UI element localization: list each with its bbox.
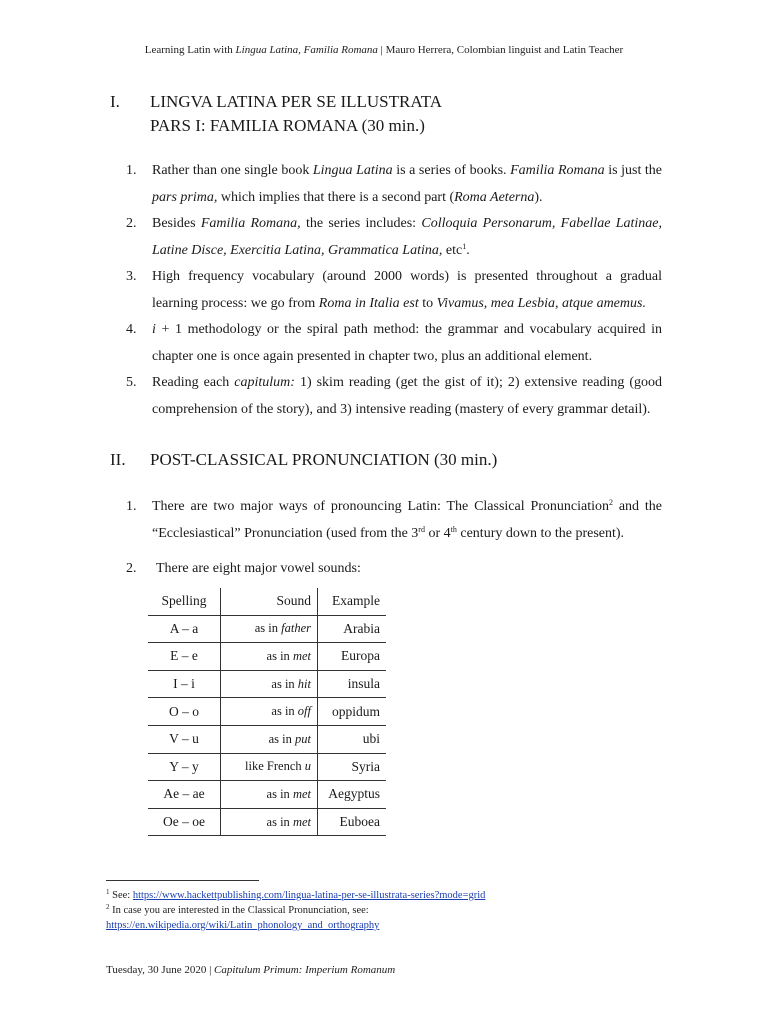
sound-prefix: as in	[271, 704, 298, 719]
sound-word: u	[304, 759, 311, 774]
item-text: is just the	[604, 163, 663, 178]
footnote-ref: 1	[462, 241, 467, 251]
cell-spelling: Ae – ae	[148, 781, 221, 809]
section-1-number: I.	[110, 92, 120, 111]
footer-chapter: Capitulum Primum: Imperium Romanum	[214, 964, 396, 976]
item-italic: Familia Romana	[510, 163, 605, 178]
section-2-heading	[110, 448, 497, 472]
section-1-heading	[110, 90, 442, 138]
header-prefix: Learning Latin with	[144, 44, 236, 56]
item-text: + 1 methodology or the spiral path method: the grammar and vocabulary acquired in chapter one is once again presented in chapter two, plus an additional element.	[152, 322, 662, 364]
item-text: Besides	[152, 216, 201, 231]
cell-example: Arabia	[318, 615, 387, 643]
item-number: 2.	[126, 561, 137, 576]
item-text: the series includes:	[300, 216, 422, 231]
list-item	[126, 211, 662, 264]
column-header-sound: Sound	[221, 588, 318, 615]
section-2-list	[126, 494, 662, 547]
item-italic: Vivamus, mea Lesbia, atque amemus.	[436, 295, 646, 311]
footnote-text: In case you are interested in the Classical Pronunciation, see:	[109, 905, 369, 916]
item-number: 4.	[126, 322, 137, 337]
vowel-table	[148, 588, 386, 836]
item-italic: capitulum:	[234, 375, 295, 390]
cell-spelling: V – u	[148, 725, 221, 753]
footnote-mark: 1	[106, 888, 110, 896]
table-row	[148, 670, 386, 698]
item-text: ).	[534, 189, 543, 205]
column-header-example: Example	[332, 593, 380, 609]
footnote-text: See:	[109, 890, 133, 901]
item-italic: Colloquia Personarum, Fabellae Latinae, Latine Disce, Exercitia Latina, Grammatica Latina,	[152, 216, 663, 258]
table-row	[148, 781, 386, 809]
sound-prefix: as in	[266, 814, 293, 829]
footnote-2-link[interactable]: https://en.wikipedia.org/wiki/Latin_phonology_and_orthography	[106, 920, 380, 931]
item-italic: Familia Romana,	[200, 216, 301, 231]
item-text: etc	[442, 242, 463, 258]
footnotes	[106, 888, 485, 933]
item-text: is a series of books.	[392, 163, 511, 178]
sound-prefix: as in	[266, 786, 293, 801]
sound-word: father	[281, 621, 311, 636]
item-number: 2.	[126, 216, 137, 231]
cell-sound	[221, 808, 318, 836]
item-italic: i	[152, 322, 156, 337]
cell-spelling: I – i	[148, 670, 221, 698]
cell-sound	[221, 698, 318, 726]
cell-sound	[221, 725, 318, 753]
item-italic: Roma Aeterna	[454, 189, 535, 205]
item-text: to	[418, 295, 437, 311]
table-row	[148, 615, 386, 643]
list-item	[126, 370, 662, 423]
sound-word: met	[292, 814, 311, 829]
list-item	[126, 264, 662, 317]
cell-spelling: Y – y	[148, 753, 221, 781]
cell-example: oppidum	[318, 698, 387, 726]
item-text: There are eight major vowel sounds:	[156, 561, 361, 576]
section-2-title: POST-CLASSICAL PRONUNCIATION (30 min.)	[150, 450, 498, 469]
item-text: .	[466, 242, 470, 258]
item-text: and the “Ecclesiastical” Pronunciation (used from the 3	[152, 499, 662, 541]
ordinal-suffix: rd	[418, 524, 425, 534]
sound-prefix: as in	[254, 621, 282, 636]
section-1-title-line-2: PARS I: FAMILIA ROMANA (30 min.)	[150, 116, 425, 135]
cell-sound	[221, 753, 318, 781]
item-text: Reading each	[152, 375, 235, 390]
list-item-vowels	[126, 556, 361, 582]
item-text: Rather than one single book	[152, 163, 313, 178]
ordinal-suffix: th	[450, 524, 457, 534]
footnote-1	[106, 888, 485, 903]
column-header-spelling: Spelling	[148, 588, 221, 615]
section-2-number: II.	[110, 450, 126, 469]
page-header	[0, 44, 768, 56]
footer-date: Tuesday, 30 June 2020	[106, 964, 207, 976]
item-italic: Lingua Latina	[312, 163, 393, 178]
cell-spelling: E – e	[148, 643, 221, 671]
footnote-1-link[interactable]: https://www.hackettpublishing.com/lingua-latina-per-se-illustrata-series?mode=grid	[132, 890, 486, 901]
item-text: There are two major ways of pronouncing Latin: The Classical Pronunciation	[152, 499, 609, 514]
item-number: 5.	[126, 375, 137, 390]
table-row	[148, 698, 386, 726]
cell-example: Euboea	[318, 808, 387, 836]
footnote-2	[106, 903, 485, 918]
cell-spelling: O – o	[148, 698, 221, 726]
cell-sound	[221, 643, 318, 671]
table-row	[148, 808, 386, 836]
cell-example: insula	[318, 670, 387, 698]
header-book-title: Lingua Latina, Familia Romana	[235, 44, 378, 56]
list-item	[126, 317, 662, 370]
cell-example: Syria	[318, 753, 387, 781]
item-text: or 4	[424, 525, 451, 541]
item-text: century down to the present).	[456, 525, 625, 541]
item-number: 1.	[126, 499, 137, 514]
sound-word: met	[292, 786, 311, 801]
sound-prefix: like French	[245, 759, 305, 774]
cell-spelling: A – a	[148, 615, 221, 643]
table-header-row	[148, 588, 386, 615]
cell-sound	[221, 781, 318, 809]
page-footer	[106, 964, 395, 976]
item-italic: pars prima,	[152, 189, 218, 205]
sound-prefix: as in	[271, 676, 298, 691]
sound-word: met	[292, 648, 311, 663]
header-author: Mauro Herrera, Colombian linguist and Latin Teacher	[385, 44, 624, 56]
item-text: which implies that there is a second part (	[217, 189, 455, 205]
list-item	[126, 494, 662, 547]
footnote-divider	[106, 880, 259, 881]
footnote-2-link-row	[106, 918, 485, 933]
cell-example: Europa	[318, 643, 387, 671]
sound-prefix: as in	[266, 648, 293, 663]
item-italic: Roma in Italia est	[318, 295, 419, 311]
cell-example: ubi	[318, 725, 387, 753]
footer-separator: |	[206, 964, 215, 976]
item-number: 3.	[126, 269, 137, 284]
item-text: 1) skim reading (get the gist of it); 2) extensive reading (good comprehension of the story), and 3) intensive reading (mastery of every grammar detail).	[152, 375, 663, 417]
sound-prefix: as in	[268, 731, 296, 746]
item-number: 1.	[126, 163, 137, 178]
list-item	[126, 158, 662, 211]
cell-spelling: Oe – oe	[148, 808, 221, 836]
sound-word: put	[295, 731, 311, 746]
header-separator: |	[377, 44, 386, 56]
section-1-list	[126, 158, 662, 423]
table-row	[148, 753, 386, 781]
cell-sound	[221, 670, 318, 698]
section-1-title-line-1: LINGVA LATINA PER SE ILLUSTRATA	[150, 92, 443, 111]
footnote-ref: 2	[609, 498, 613, 507]
sound-word: off	[297, 704, 311, 719]
item-text: High frequency vocabulary (around 2000 words) is presented throughout a gradual learning process: we go from	[152, 269, 662, 311]
cell-sound	[221, 615, 318, 643]
table-row	[148, 725, 386, 753]
footnote-mark: 2	[106, 903, 110, 911]
sound-word: hit	[297, 676, 311, 691]
cell-example: Aegyptus	[318, 781, 387, 809]
table-row	[148, 643, 386, 671]
